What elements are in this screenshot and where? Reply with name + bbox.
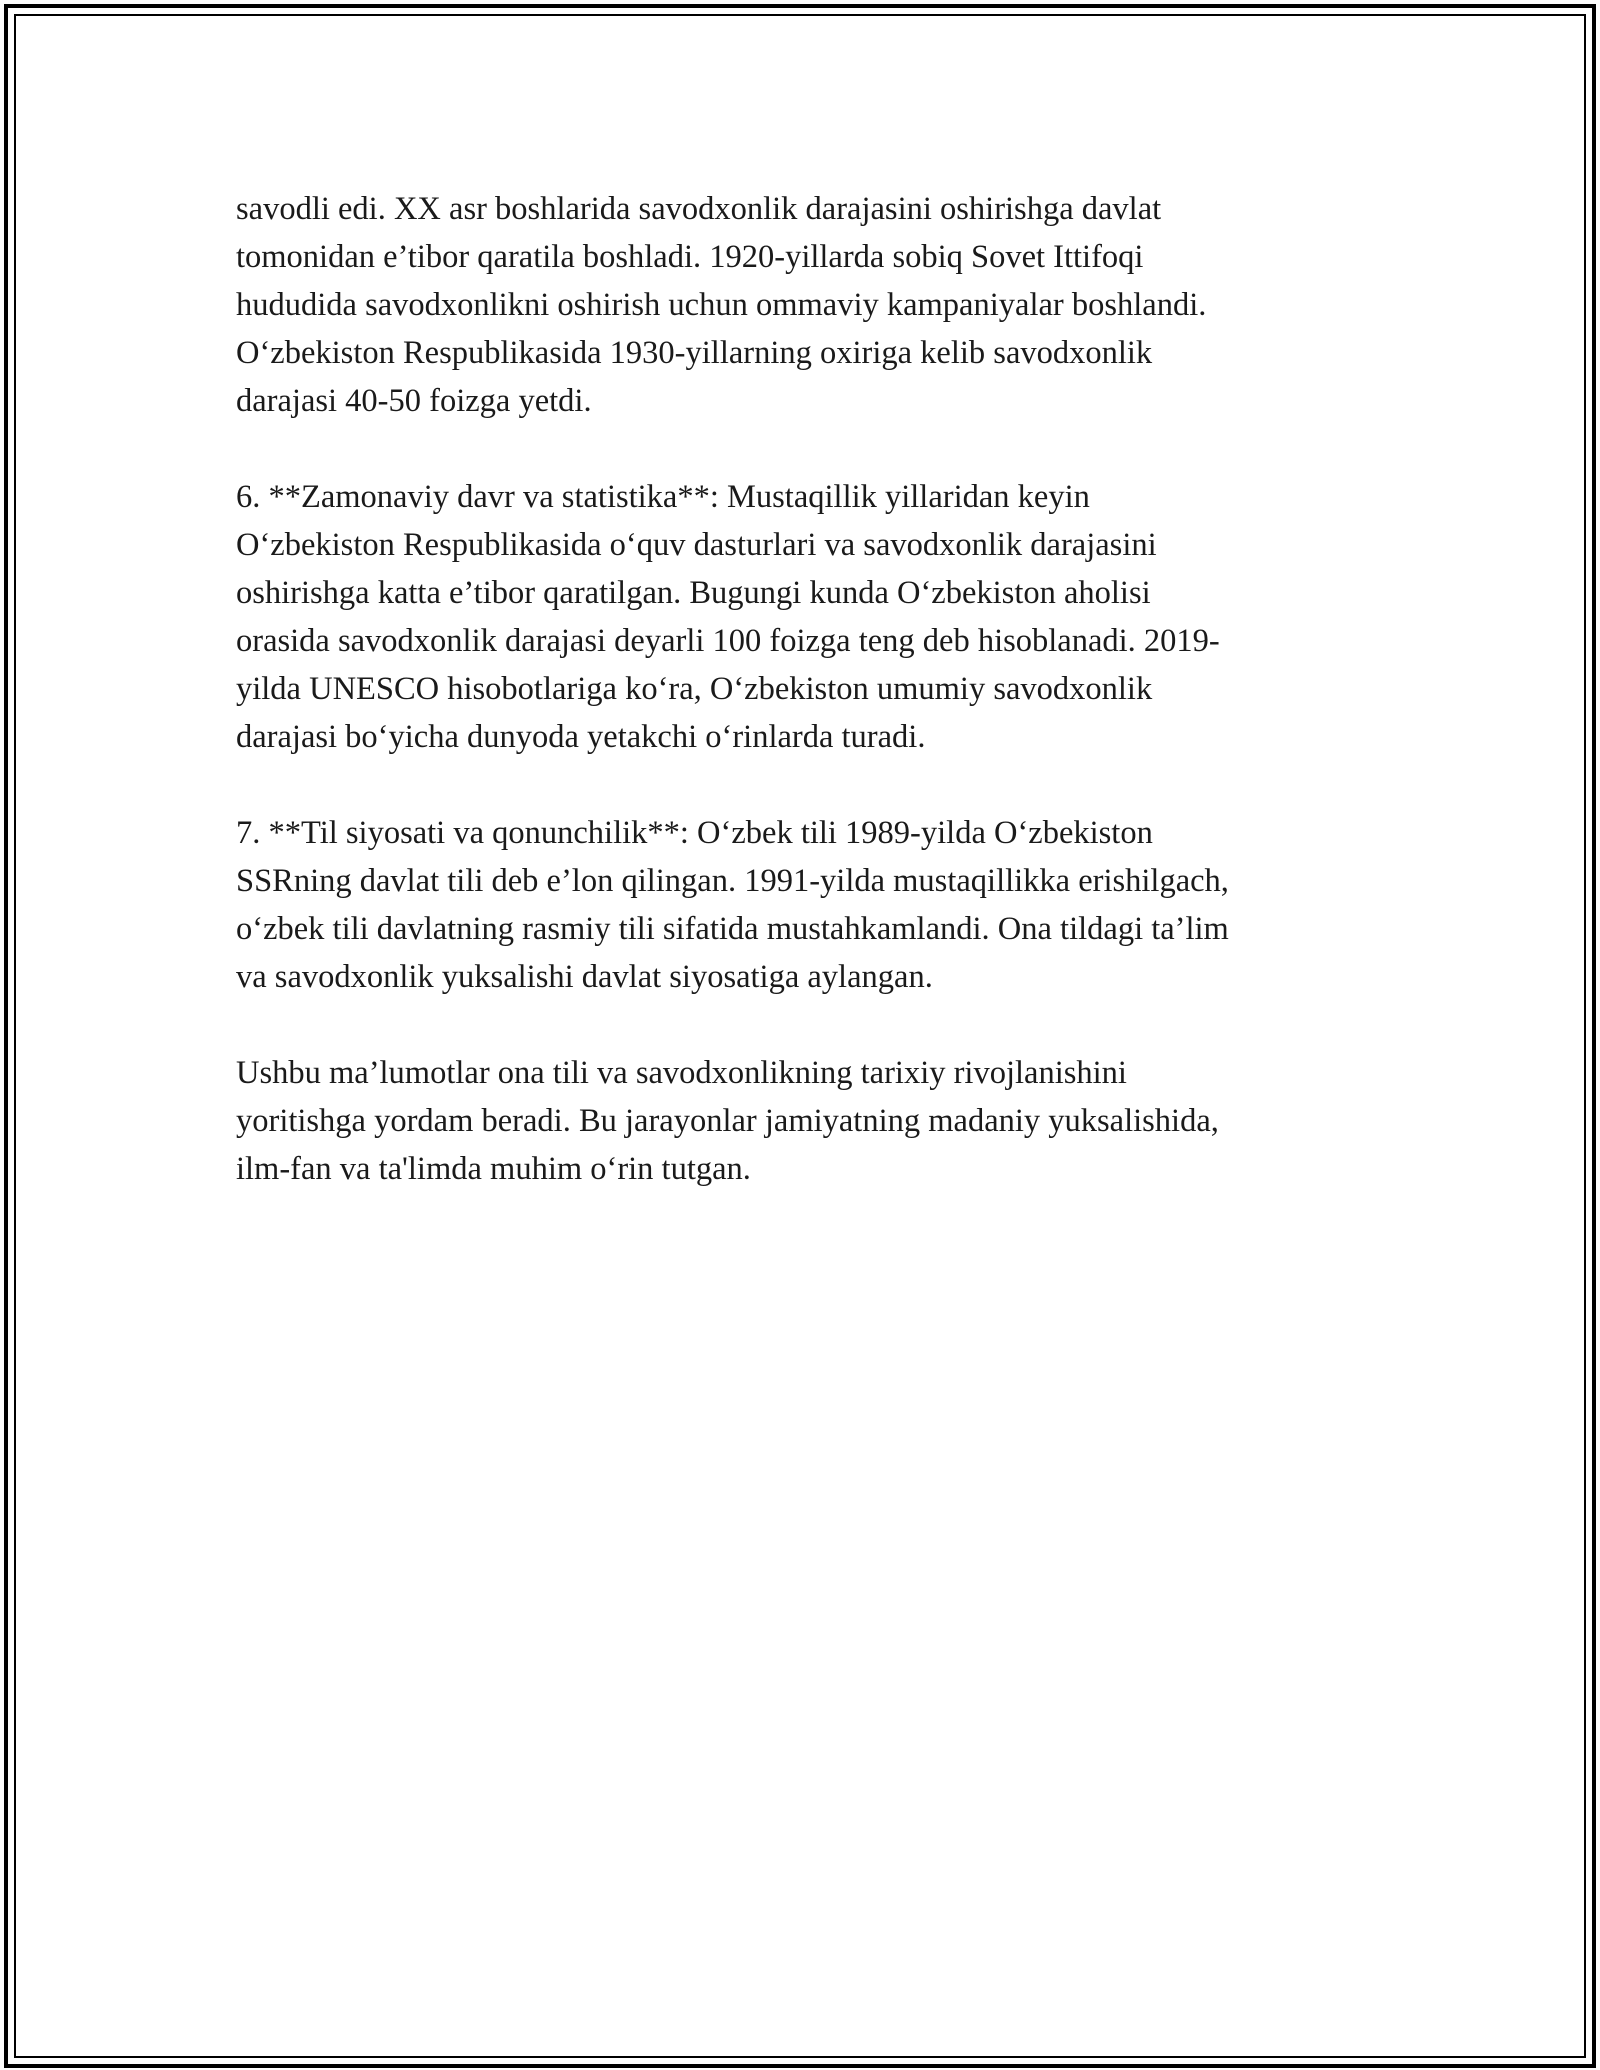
text-line: orasida savodxonlik darajasi deyarli 100 foizga teng deb hisoblanadi. 2019- bbox=[236, 623, 1220, 659]
text-line: O‘zbekiston Respublikasida 1930-yillarning oxiriga kelib savodxonlik bbox=[236, 335, 1153, 371]
paragraph-modern-era bbox=[236, 473, 1366, 761]
text-line: 6. **Zamonaviy davr va statistika**: Mustaqillik yillaridan keyin bbox=[236, 479, 1090, 515]
paragraph-language-policy bbox=[236, 809, 1366, 1001]
text-line: 7. **Til siyosati va qonunchilik**: O‘zbek tili 1989-yilda O‘zbekiston bbox=[236, 815, 1153, 851]
text-line: O‘zbekiston Respublikasida o‘quv dasturlari va savodxonlik darajasini bbox=[236, 527, 1157, 563]
document-body bbox=[236, 185, 1366, 1193]
paragraph-conclusion bbox=[236, 1049, 1366, 1193]
text-line: SSRning davlat tili deb e’lon qilingan. 1991-yilda mustaqillikka erishilgach, bbox=[236, 863, 1229, 899]
text-line: hududida savodxonlikni oshirish uchun ommaviy kampaniyalar boshlandi. bbox=[236, 287, 1207, 323]
text-line: yilda UNESCO hisobotlariga ko‘ra, O‘zbekiston umumiy savodxonlik bbox=[236, 671, 1153, 707]
text-line: Ushbu ma’lumotlar ona tili va savodxonlikning tarixiy rivojlanishini bbox=[236, 1055, 1127, 1091]
text-line: yoritishga yordam beradi. Bu jarayonlar jamiyatning madaniy yuksalishida, bbox=[236, 1103, 1219, 1139]
text-line: o‘zbek tili davlatning rasmiy tili sifatida mustahkamlandi. Ona tildagi ta’lim bbox=[236, 911, 1229, 947]
text-line: va savodxonlik yuksalishi davlat siyosatiga aylangan. bbox=[236, 959, 933, 995]
paragraph-literacy-history bbox=[236, 185, 1366, 425]
text-line: ilm-fan va ta'limda muhim o‘rin tutgan. bbox=[236, 1151, 751, 1187]
text-line: darajasi 40-50 foizga yetdi. bbox=[236, 383, 592, 419]
text-line: oshirishga katta e’tibor qaratilgan. Bugungi kunda O‘zbekiston aholisi bbox=[236, 575, 1151, 611]
text-line: savodli edi. XX asr boshlarida savodxonlik darajasini oshirishga davlat bbox=[236, 191, 1162, 227]
text-line: tomonidan e’tibor qaratila boshladi. 1920-yillarda sobiq Sovet Ittifoqi bbox=[236, 239, 1144, 275]
text-line: darajasi bo‘yicha dunyoda yetakchi o‘rinlarda turadi. bbox=[236, 719, 926, 755]
